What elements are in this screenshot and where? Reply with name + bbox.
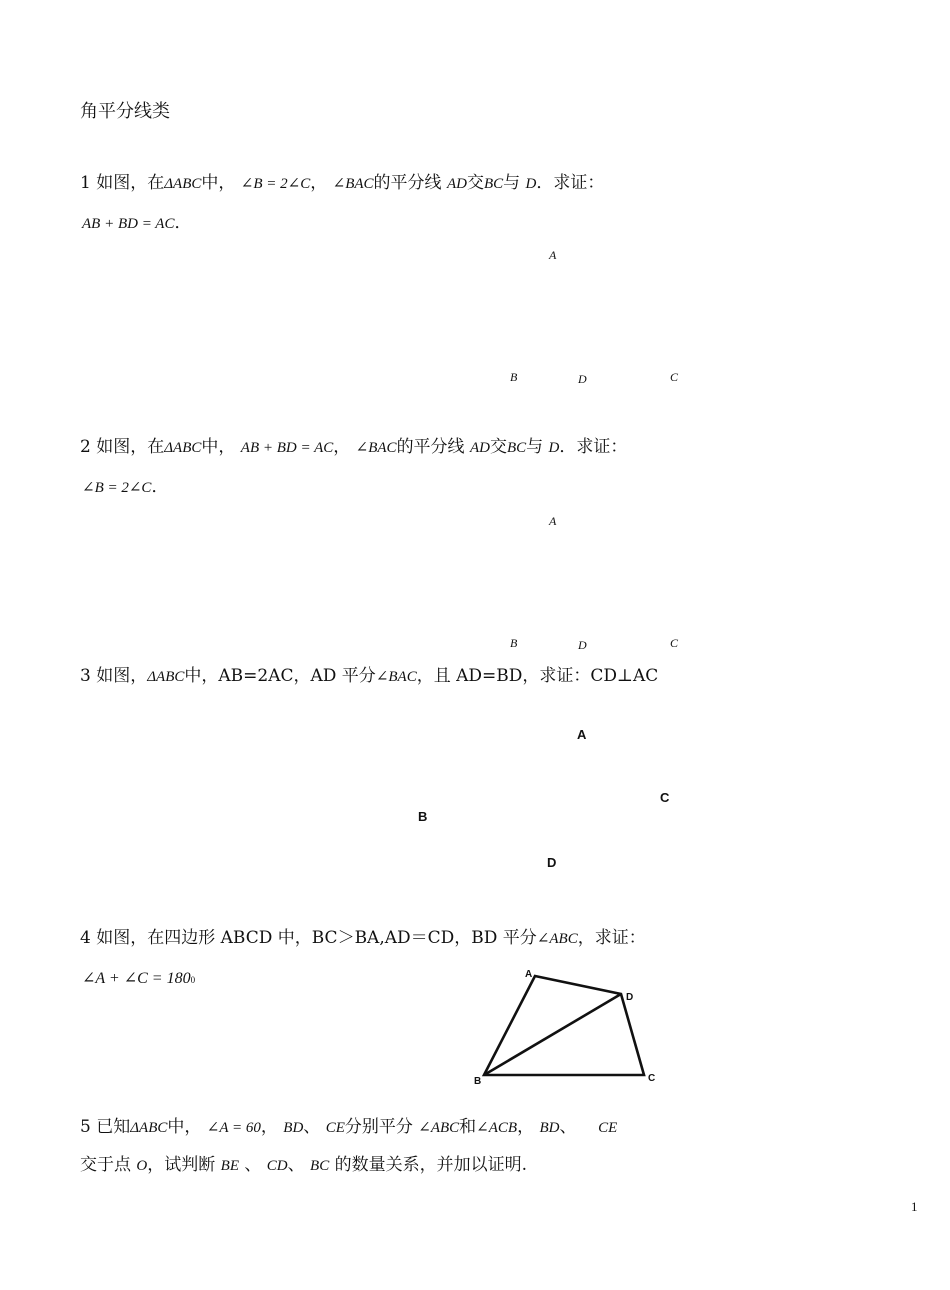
p5-angle-acb: ∠ACB xyxy=(476,1120,518,1136)
p1-condition: ∠B = 2∠C xyxy=(240,176,311,192)
p4-text: 4 如图，在四边形 ABCD 中，BC＞BA,AD＝CD，BD 平分 xyxy=(80,928,537,948)
p5-comma: ， xyxy=(260,1117,278,1137)
p1-comma: ， xyxy=(310,173,328,193)
p1-goal-end: ． xyxy=(174,213,192,233)
p3-label-d: D xyxy=(547,855,557,870)
p5-be: BE xyxy=(220,1158,239,1174)
p5-line2-sep2: 、 xyxy=(287,1155,305,1175)
p5-ce: CE xyxy=(325,1120,345,1136)
p4-angle: ∠ABC xyxy=(536,931,578,947)
page-number: 1 xyxy=(911,1199,918,1214)
p5-line2-text2: 的数量关系，并加以证明. xyxy=(334,1155,528,1175)
p1-label-d: D xyxy=(578,372,587,386)
p4-text2: ，求证： xyxy=(577,928,646,948)
p4-label-a: A xyxy=(525,969,533,980)
p1-prefix: 1 如图，在 xyxy=(80,173,165,193)
p4-goal-degree: 0 xyxy=(190,975,196,985)
problem-5-line-1 xyxy=(80,1112,617,1137)
p2-d: D xyxy=(548,440,560,456)
p1-angle: ∠BAC xyxy=(332,176,374,192)
p1-text5: ．求证： xyxy=(536,173,605,193)
p2-goal: ∠B = 2∠C xyxy=(82,480,152,496)
p5-and: 和 xyxy=(459,1117,477,1137)
p2-ad: AD xyxy=(469,440,490,456)
p2-angle: ∠BAC xyxy=(355,440,397,456)
p3-label-c: C xyxy=(660,790,670,805)
p1-text3: 交 xyxy=(466,173,484,193)
p4-label-c: C xyxy=(648,1073,656,1084)
p5-o: O xyxy=(136,1158,148,1174)
p2-text3: 交 xyxy=(489,437,507,457)
problem-5-line-2 xyxy=(80,1150,527,1175)
p4-goal: ∠A + ∠C = 180 xyxy=(82,970,191,987)
p1-ad: AD xyxy=(446,176,467,192)
p2-comma: ， xyxy=(333,437,351,457)
p5-line2-sep: 、 xyxy=(244,1155,262,1175)
p2-bc: BC xyxy=(506,440,527,456)
p2-triangle: ΔABC xyxy=(164,440,202,456)
p2-text4: 与 xyxy=(526,437,544,457)
p2-prefix: 2 如图，在 xyxy=(80,437,165,457)
p3-text: 中，AB=2AC，AD 平分 xyxy=(184,666,376,686)
p1-bc: BC xyxy=(483,176,504,192)
p3-prefix: 3 如图， xyxy=(80,666,148,686)
p5-angle-abc: ∠ABC xyxy=(418,1120,460,1136)
p1-label-c: C xyxy=(670,370,679,384)
p5-bd2: BD xyxy=(539,1120,560,1136)
p5-condition: ∠A = 60 xyxy=(206,1120,261,1136)
p2-text5: ．求证： xyxy=(559,437,628,457)
p2-label-b: B xyxy=(510,636,518,650)
p2-condition: AB + BD = AC xyxy=(240,440,334,456)
p2-goal-end: ． xyxy=(151,477,169,497)
p5-text: 分别平分 xyxy=(344,1117,413,1137)
p3-angle: ∠BAC xyxy=(375,669,417,685)
p4-label-b: B xyxy=(474,1076,482,1087)
p5-sep2: 、 xyxy=(559,1117,577,1137)
p5-cd: CD xyxy=(266,1158,288,1174)
p2-text2: 的平分线 xyxy=(396,437,465,457)
p5-prefix: 5 已知 xyxy=(80,1117,131,1137)
p1-goal: AB + BD = AC xyxy=(82,216,175,232)
p5-ce2: CE xyxy=(598,1120,618,1136)
p2-label-c: C xyxy=(670,636,679,650)
p5-triangle: ΔABC xyxy=(130,1120,168,1136)
p1-text4: 与 xyxy=(503,173,521,193)
p5-bd: BD xyxy=(283,1120,304,1136)
p2-label-d: D xyxy=(578,638,587,652)
p5-line2-prefix: 交于点 xyxy=(80,1155,131,1175)
p5-bc: BC xyxy=(310,1158,330,1174)
p2-mid: 中， xyxy=(201,437,236,457)
p2-label-a: A xyxy=(549,514,557,528)
p5-mid: 中， xyxy=(167,1117,202,1137)
p1-mid: 中， xyxy=(201,173,236,193)
p1-d: D xyxy=(525,176,537,192)
section-title: 角平分线类 xyxy=(80,101,170,122)
p1-label-a: A xyxy=(549,248,557,262)
p1-triangle: ΔABC xyxy=(164,176,202,192)
p3-triangle: ΔABC xyxy=(147,669,185,685)
p5-comma2: ， xyxy=(517,1117,535,1137)
p3-label-a: A xyxy=(577,727,587,742)
p4-label-d: D xyxy=(626,992,634,1003)
p5-line2-text: ，试判断 xyxy=(147,1155,216,1175)
p5-sep: 、 xyxy=(303,1117,321,1137)
p3-text2: ，且 AD=BD，求证：CD⊥AC xyxy=(416,666,659,686)
p1-text2: 的平分线 xyxy=(373,173,442,193)
p1-label-b: B xyxy=(510,370,518,384)
p3-label-b: B xyxy=(418,809,428,824)
